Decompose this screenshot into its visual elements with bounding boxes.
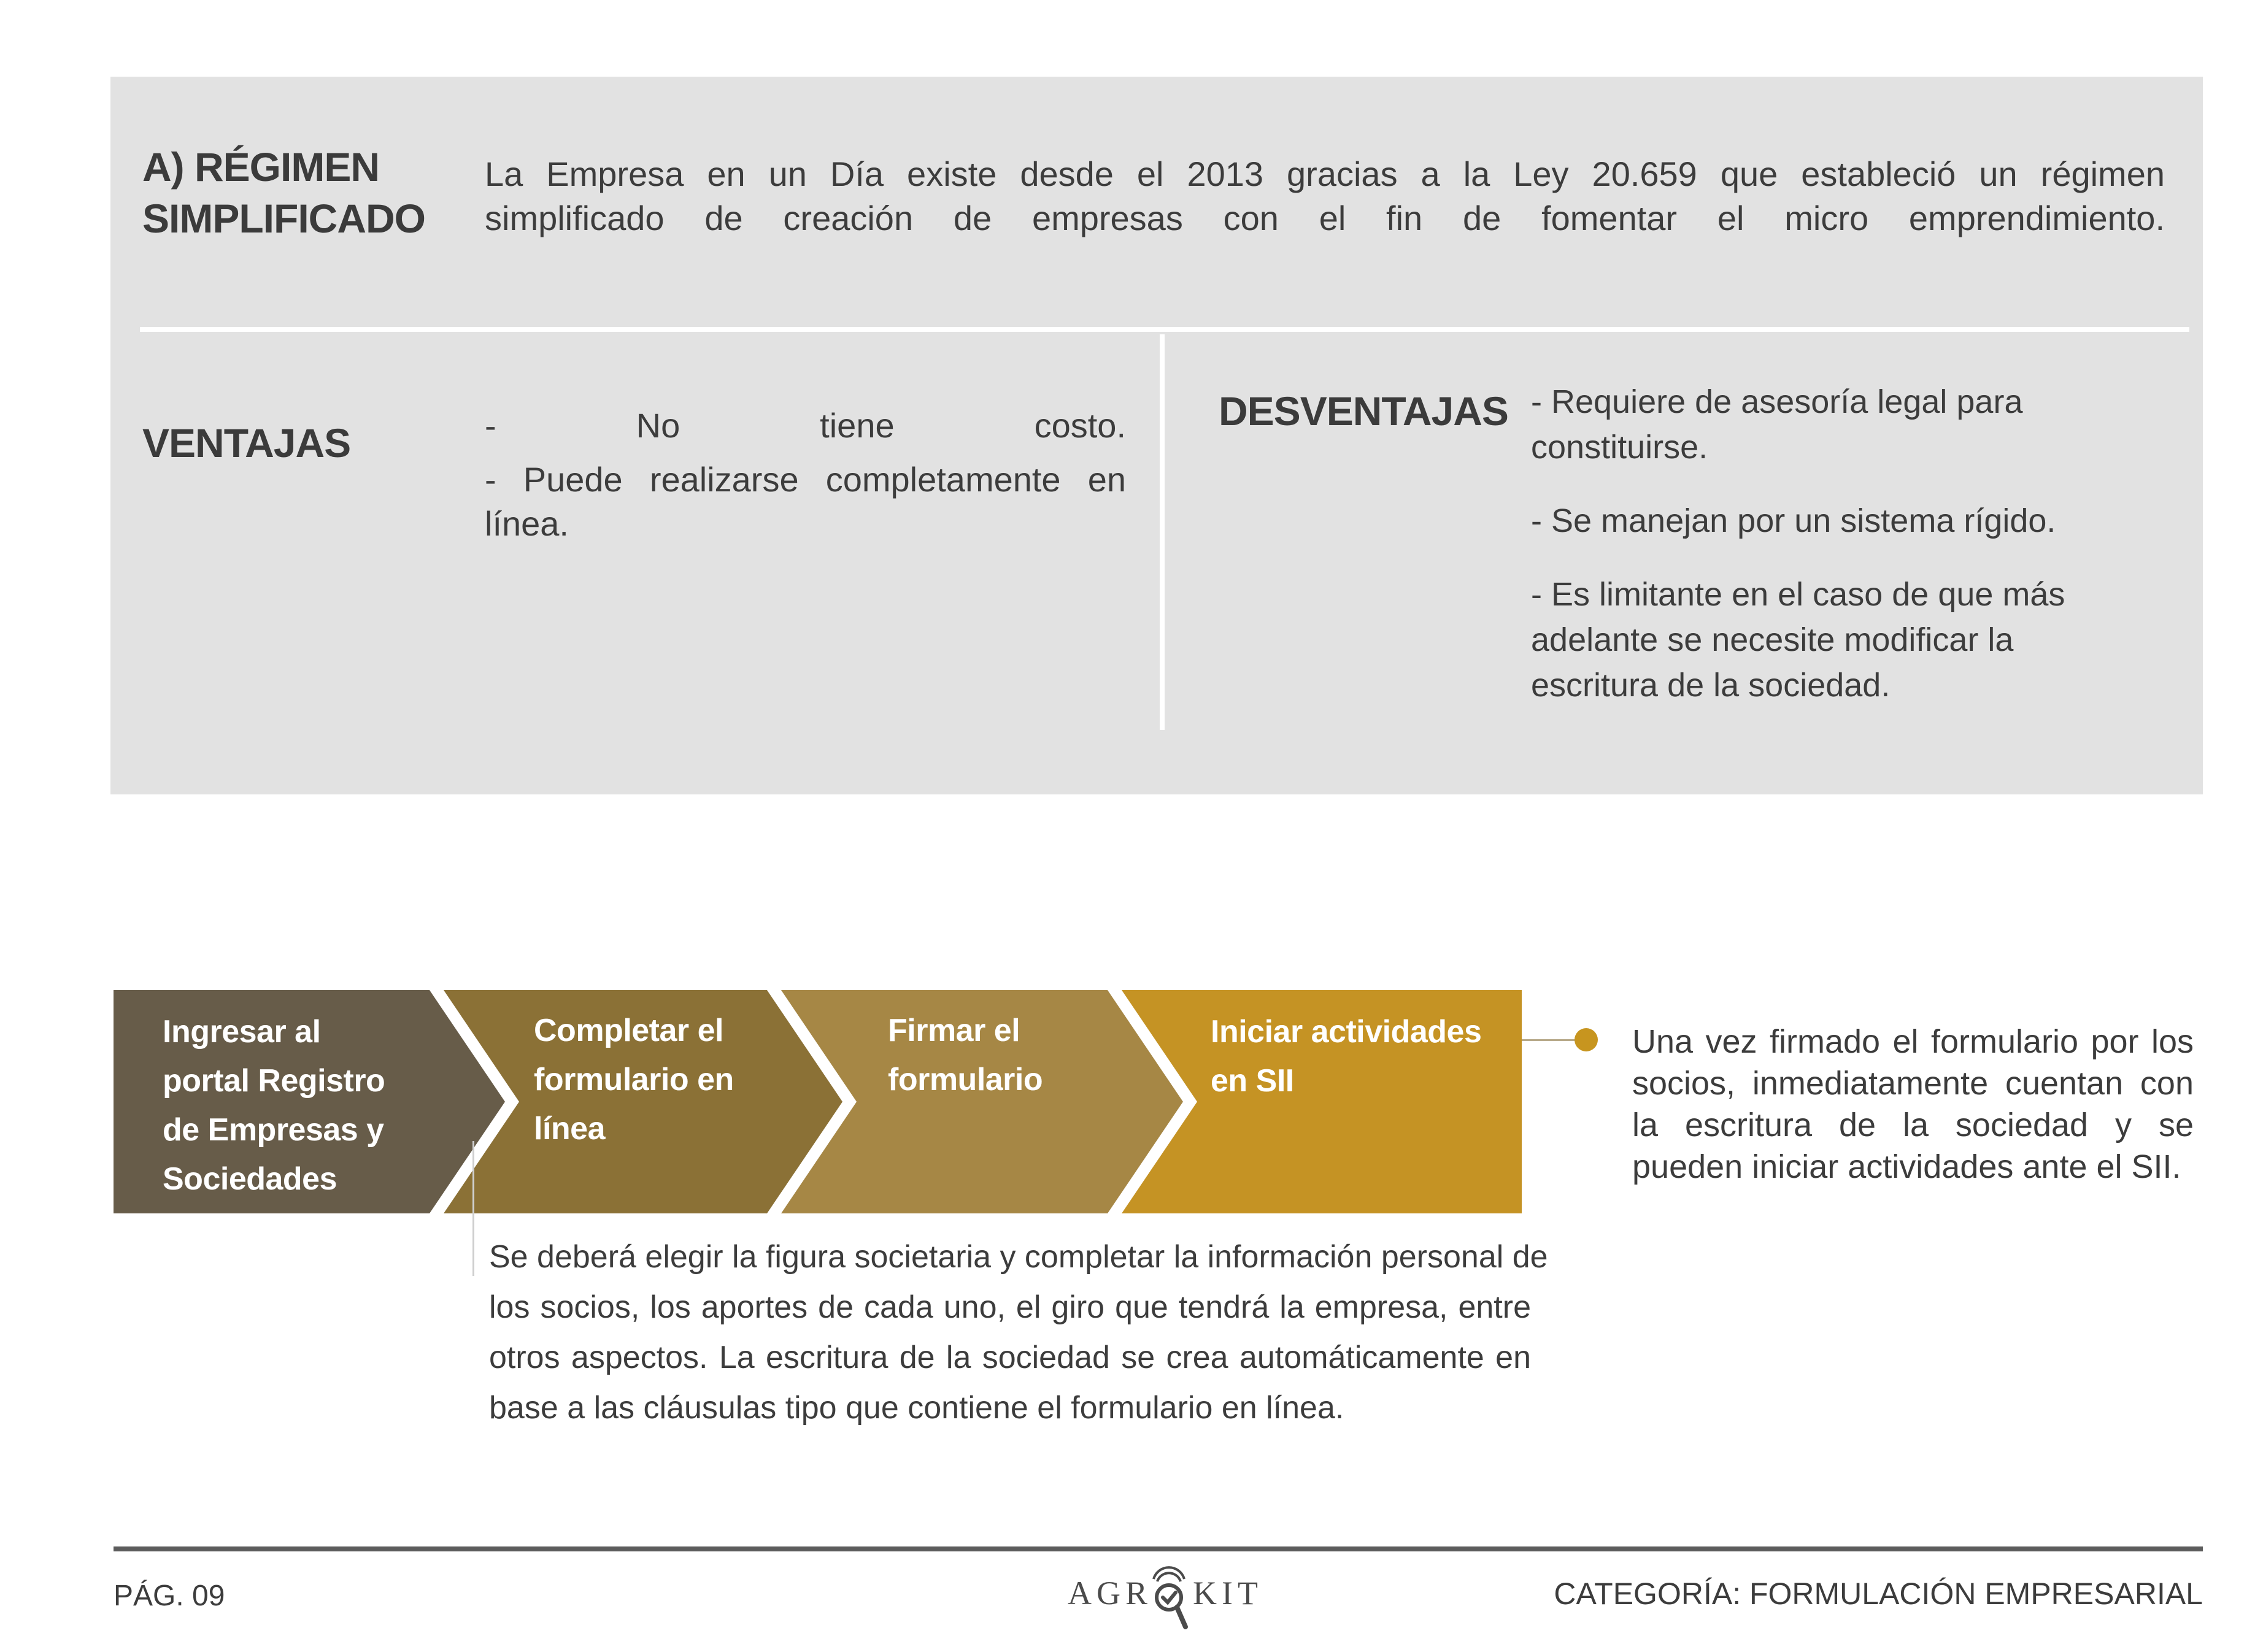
regimen-description-line-1: La Empresa en un Día existe desde el 2013 gracias a la Ley 20.659 que estableció un régimen [485,155,2165,193]
step-1-line: portal Registro [163,1063,385,1099]
bullet-dot-icon [1575,1028,1598,1051]
footer-rule [114,1546,2203,1551]
callout-line-text: otros aspectos. La escritura de la sociedad se crea automáticamente en [489,1340,1531,1375]
step-2-line: línea [534,1111,605,1147]
callout-line-text: Se deberá elegir la figura societaria y completar la información personal de [489,1239,1548,1275]
desventaja-item: - Se manejan por un sistema rígido. [1531,502,2056,539]
ventaja-item: - Puede realizarse completamente en línea. [485,460,1126,543]
agrokit-logo [1068,1563,1263,1637]
step-4-line: Iniciar actividades [1211,1014,1482,1050]
step-label-3 [888,1006,1043,1104]
step-3-line: Firmar el [888,1013,1020,1048]
panel-divider-vertical [1160,334,1165,730]
desventaja-item: - Es limitante en el caso de que más adelante se necesite modificar la escritura de la sociedad. [1531,576,2065,704]
logo-text-left: AGR [1068,1575,1153,1612]
ventajas-list [485,404,1126,556]
regimen-heading-line-2: SIMPLIFICADO [142,196,425,241]
callout-text [489,1232,1548,1433]
step-label-4 [1211,1007,1481,1105]
regimen-heading-line-1: A) RÉGIMEN [142,144,379,190]
page-number: PÁG. 09 [114,1580,225,1612]
callout-line [472,1141,474,1276]
connector-line [1522,1039,1583,1041]
side-note: Una vez firmado el formulario por los socios, inmediatamente cuentan con la escritura de la sociedad y se pueden iniciar actividades ante el SII. [1632,1023,2194,1185]
magnifier-check-icon [1147,1566,1190,1634]
category-label: CATEGORÍA: FORMULACIÓN EMPRESARIAL [1554,1577,2203,1611]
logo-text-right: KIT [1193,1575,1263,1612]
callout-line-text: base a las cláusulas tipo que contiene el formulario en línea. [489,1390,1344,1426]
step-2-line: formulario en [534,1062,734,1097]
ventaja-item: - No tiene costo. [485,406,1126,445]
regimen-description [485,152,2165,240]
step-label-1 [163,1007,385,1204]
desventajas-list [1531,379,2120,736]
callout-line-text: los socios, los aportes de cada uno, el giro que tendrá la empresa, entre [489,1289,1531,1325]
regimen-description-line-2: simplificado de creación de empresas con el fin de fomentar el micro emprendimiento. [485,199,2165,237]
panel-divider-horizontal [140,327,2189,332]
step-1-line: Ingresar al [163,1014,321,1050]
ventajas-heading: VENTAJAS [142,420,351,466]
step-4-line: en SII [1211,1063,1294,1099]
step-label-2 [534,1006,734,1153]
desventaja-item: - Requiere de asesoría legal para constituirse. [1531,383,2023,466]
desventajas-heading: DESVENTAJAS [1219,388,1508,434]
step-3-line: formulario [888,1062,1043,1097]
step-1-line: Sociedades [163,1161,337,1197]
regimen-heading [142,141,461,244]
process-flow [114,990,1522,1213]
step-1-line: de Empresas y [163,1112,384,1148]
step-2-line: Completar el [534,1013,723,1048]
